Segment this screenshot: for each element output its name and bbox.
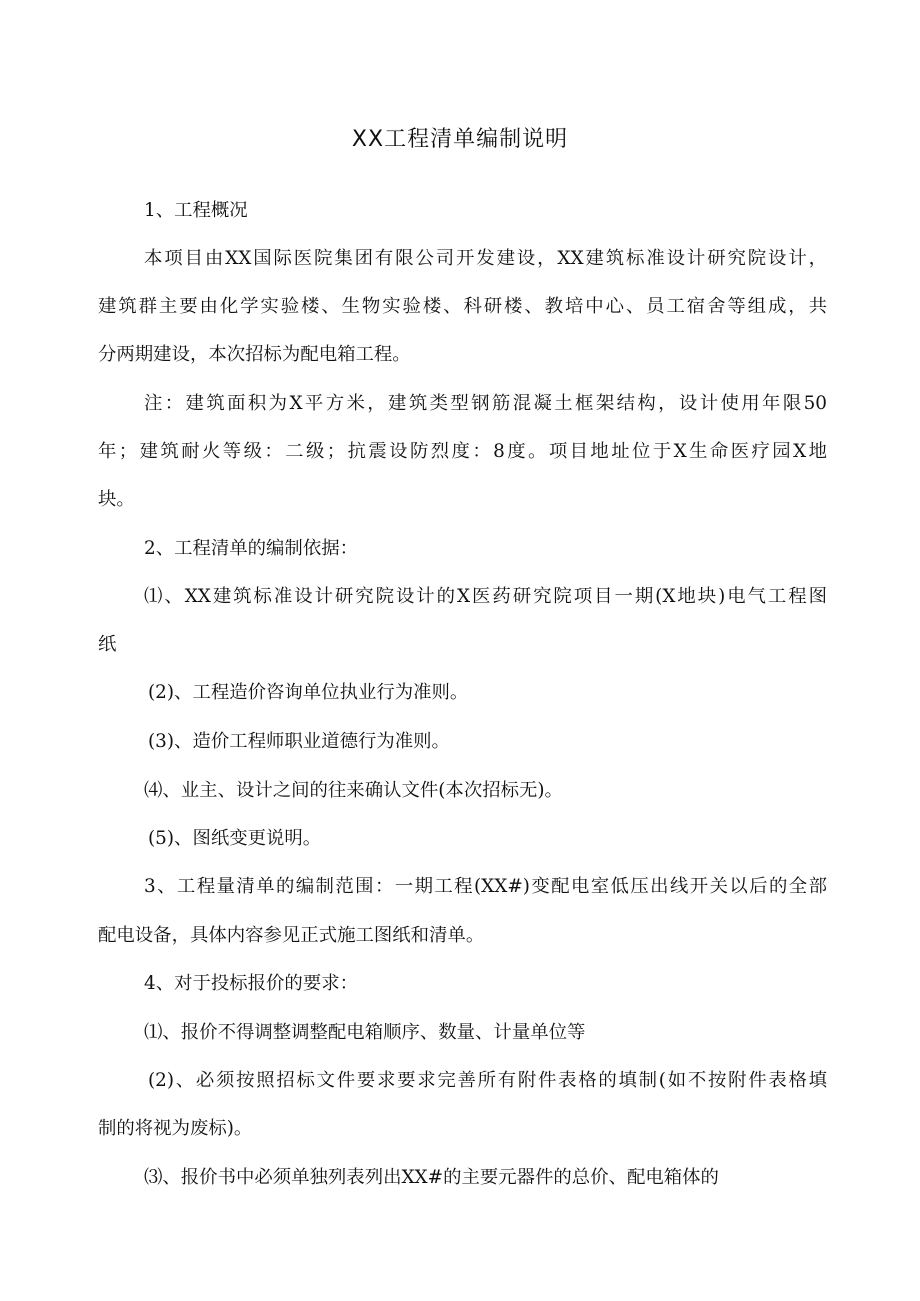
section-2-item-1-line-2: 纸 xyxy=(98,634,117,655)
section-1-paragraph-line-3: 分两期建设，本次招标为配电箱工程。 xyxy=(98,344,411,365)
section-1-note-line-2: 年；建筑耐火等级：二级；抗震设防烈度：8度。项目地址位于X生命医疗园X地 xyxy=(98,441,827,462)
section-1-note-line-1: 注：建筑面积为X平方米，建筑类型钢筋混凝土框架结构，设计使用年限50 xyxy=(144,393,827,414)
section-2-item-3: (3)、造价工程师职业道德行为准则。 xyxy=(148,731,450,752)
section-4-heading: 4、对于投标报价的要求： xyxy=(144,973,358,994)
section-2-heading: 2、工程清单的编制依据： xyxy=(144,538,358,559)
section-2-item-4: ⑷、业主、设计之间的往来确认文件(本次招标无)。 xyxy=(144,780,563,801)
section-1-heading: 1、工程概况 xyxy=(144,200,248,221)
section-4-item-1: ⑴、报价不得调整调整配电箱顺序、数量、计量单位等 xyxy=(144,1022,586,1043)
section-1-note-line-3: 块。 xyxy=(98,489,135,510)
section-1-paragraph-line-2: 建筑群主要由化学实验楼、生物实验楼、科研楼、教培中心、员工宿舍等组成，共 xyxy=(98,296,827,317)
section-1-paragraph-line-1: 本项目由XX国际医院集团有限公司开发建设，XX建筑标准设计研究院设计， xyxy=(144,248,827,269)
section-2-item-2: (2)、工程造价咨询单位执业行为准则。 xyxy=(148,682,469,703)
section-2-item-1-line-1: ⑴、XX建筑标准设计研究院设计的X医药研究院项目一期(X地块)电气工程图 xyxy=(144,586,827,607)
section-4-item-2-line-1: (2)、必须按照招标文件要求要求完善所有附件表格的填制(如不按附件表格填 xyxy=(148,1070,827,1091)
section-4-item-3: ⑶、报价书中必须单独列表列出XX#的主要元器件的总价、配电箱体的 xyxy=(144,1167,719,1188)
section-4-item-2-line-2: 制的将视为废标)。 xyxy=(98,1118,253,1139)
section-2-item-5: (5)、图纸变更说明。 xyxy=(148,828,322,849)
section-3-line-2: 配电设备，具体内容参见正式施工图纸和清单。 xyxy=(98,925,485,946)
section-3-line-1: 3、工程量清单的编制范围：一期工程(XX#)变配电室低压出线开关以后的全部 xyxy=(144,876,827,897)
document-title: XX工程清单编制说明 xyxy=(351,127,569,152)
